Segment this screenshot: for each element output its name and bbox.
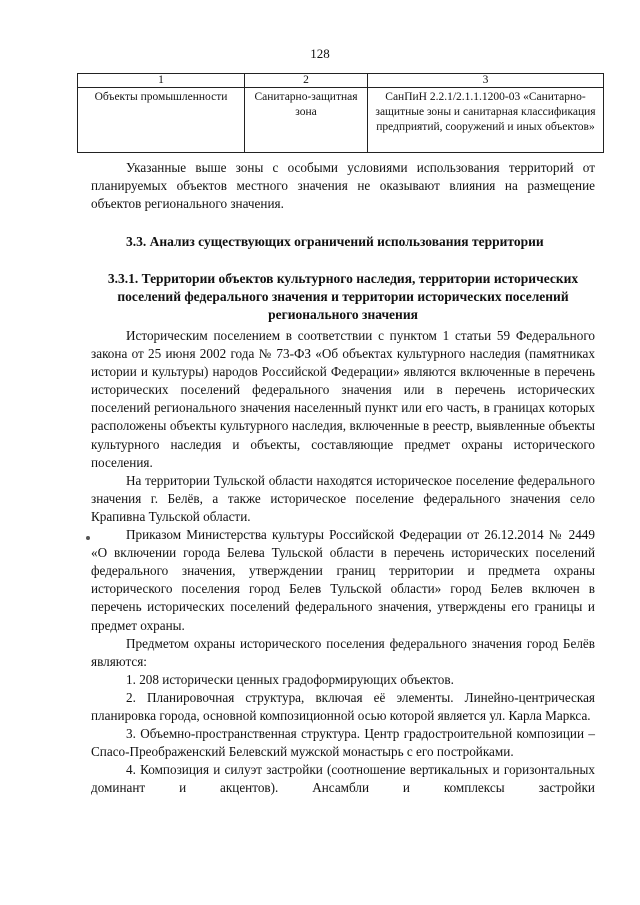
intro-paragraph: Указанные выше зоны с особыми условиями использования территорий от планируемых объектов местного значения не оказывают влияния на размещение объектов регионального значения.: [91, 160, 595, 212]
subsection-heading: 3.3.1. Территории объектов культурного наследия, территории исторических поселений федерального значения и территории исторических поселений регионального значения: [107, 271, 579, 322]
list-item: 2. Планировочная структура, включая её элементы. Линейно-центрическая планировка города, основной композиционной осью которой является ул. Карла Маркса.: [91, 689, 595, 723]
page-number: 128: [310, 46, 330, 61]
list-item: 1. 208 исторически ценных градоформирующих объектов.: [126, 671, 454, 687]
paragraph: Приказом Министерства культуры Российской Федерации от 26.12.2014 № 2449 «О включении города Белева Тульской области в перечень исторических поселений федерального значения, утверждении границ территории и предмета охраны исторического поселения город Белев Тульской области» город Белев включен в перечень исторических поселений федерального значения, утверждены его границы и предмет охраны.: [91, 527, 595, 633]
body-text: [91, 327, 595, 797]
table-cell: Санитарно-защитная зона: [245, 88, 368, 153]
paragraph: На территории Тульской области находятся историческое поселение федерального значения г. Белёв, а также историческое поселение федерального значения село Крапивна Тульской области.: [91, 472, 595, 524]
paragraph: Предметом охраны исторического поселения федерального значения город Белёв являются:: [91, 635, 595, 669]
section-heading: 3.3. Анализ существующих ограничений использования территории: [126, 234, 544, 249]
requirements-table: [77, 73, 604, 153]
paragraph: Историческим поселением в соответствии с пунктом 1 статьи 59 Федерального закона от 25 июня 2002 года № 73-ФЗ «Об объектах культурного наследия (памятниках истории и культуры) народов Российской Федерации» являются включенные в перечень исторических поселений федерального значения или в перечень исторических поселений регионального значения населенный пункт или его часть, в границах которых расположены объекты культурного наследия, включенные в реестр, выявленные объекты культурного наследия и объекты, составляющие предмет охраны исторического поселения.: [91, 328, 595, 470]
list-item: 3. Объемно-пространственная структура. Центр градостроительной композиции – Спасо-Преображенский Белевский мужской монастырь с его постройками.: [91, 726, 595, 760]
table-cell: СанПиН 2.2.1/2.1.1.1200-03 «Санитарно-защитные зоны и санитарная классификация предприятий, сооружений и иных объектов»: [368, 88, 604, 153]
column-header: 2: [245, 74, 368, 88]
table-row: [78, 88, 604, 153]
scan-mark: [86, 536, 90, 540]
column-header: 3: [368, 74, 604, 88]
table-cell: Объекты промышленности: [78, 88, 245, 153]
table-header-row: [78, 74, 604, 88]
list-item: 4. Композиция и силуэт застройки (соотношение вертикальных и горизонтальных доминант и акцентов). Ансамбли и комплексы застройки: [91, 762, 595, 796]
intro-block: [91, 159, 595, 213]
column-header: 1: [78, 74, 245, 88]
